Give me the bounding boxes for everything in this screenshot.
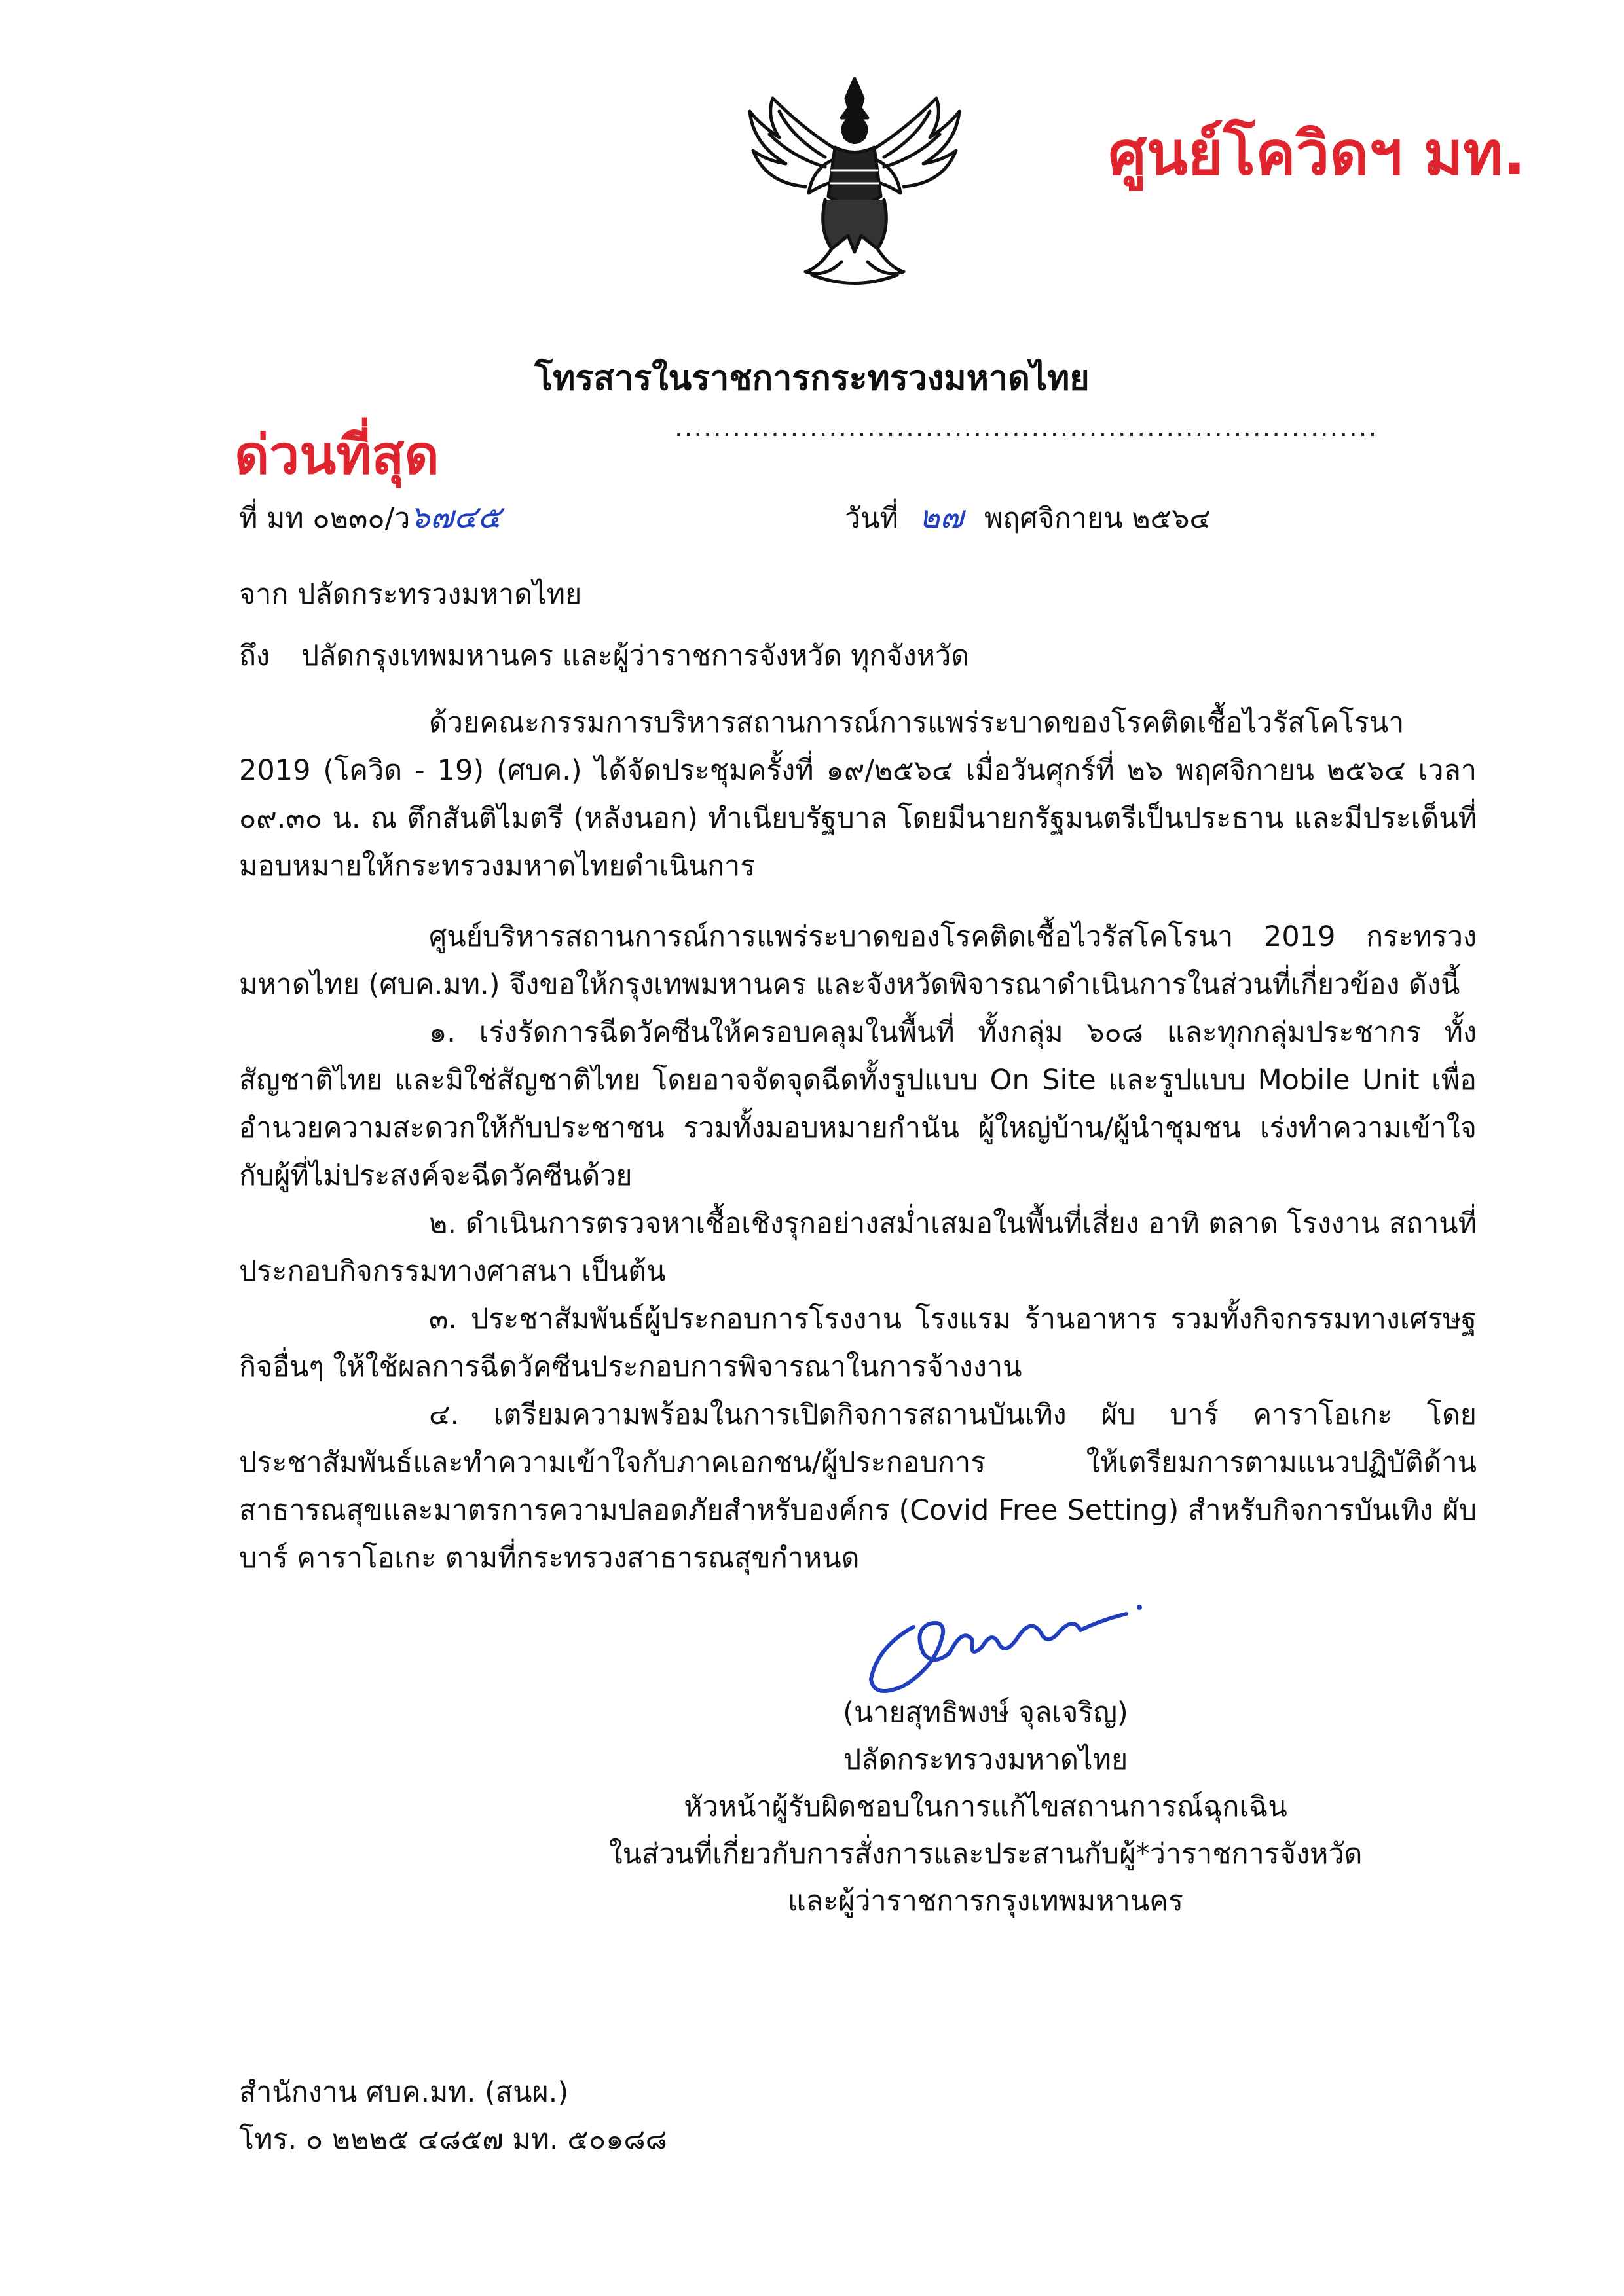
instruction-item-1: ๑. เร่งรัดการฉีดวัคซีนให้ครอบคลุมในพื้นที่ ทั้งกลุ่ม ๖๐๘ และทุกกลุ่มประชากร ทั้งสัญชาติไทย และมิใช่สัญชาติไทย โดยอาจจัดจุดฉีดทั้งรูปแบบ On Site และรูปแบบ Mobile Unit เพื่ออำนวยความสะดวกให้กับประชาชน รวมทั้งมอบหมายกำนัน ผู้ใหญ่บ้าน/ผู้นำชุมชน เร่งทำความเข้าใจกับผู้ที่ไม่ประสงค์จะฉีดวัคซีนด้วย [239, 1016, 1477, 1192]
date-day-handwritten: ๒๗ [919, 499, 964, 536]
reference-label: ที่ มท ๐๒๓๐/ว [239, 502, 411, 535]
footer [239, 2069, 667, 2163]
signer-position-1: ปลัดกระทรวงมหาดไทย [843, 1743, 1128, 1776]
title-dotted-line: ......................................................................... [674, 412, 1378, 443]
reference-line [239, 498, 501, 538]
signer-position-3: ในส่วนที่เกี่ยวกับการสั่งการและประสานกับผู้*ว่าราชการจังหวัด [608, 1838, 1363, 1870]
signer-name: (นายสุทธิพงษ์ จุลเจริญ) [843, 1696, 1128, 1729]
instruction-item-3: ๓. ประชาสัมพันธ์ผู้ประกอบการโรงงาน โรงแรม ร้านอาหาร รวมทั้งกิจกรรมทางเศรษฐกิจอื่นๆ ให้ใช้ผลการฉีดวัคซีนประกอบการพิจารณาในการจ้างงาน [239, 1303, 1477, 1383]
signer-position-2: หัวหน้าผู้รับผิดชอบในการแก้ไขสถานการณ์ฉุกเฉิน [684, 1791, 1287, 1823]
date-line [845, 498, 1211, 538]
to-label: ถึง [239, 640, 270, 672]
garuda-emblem-icon [733, 72, 976, 295]
reference-number-handwritten: ๖๗๔๕ [410, 499, 502, 536]
to-line [239, 636, 969, 676]
meeting-paragraph: ด้วยคณะกรรมการบริหารสถานการณ์การแพร่ระบาดของโรคติดเชื้อไวรัสโคโรนา 2019 (โควิด - 19) (ศบค.) ได้จัดประชุมครั้งที่ ๑๙/๒๕๖๔ เมื่อวันศุกร์ที่ ๒๖ พฤศจิกายน ๒๕๖๔ เวลา ๐๙.๓๐ น. ณ ตึกสันติไมตรี (หลังนอก) ทำเนียบรัฐบาล โดยมีนายกรัฐมนตรีเป็นประธาน และมีประเด็นที่มอบหมายให้กระทรวงมหาดไทยดำเนินการ [239, 706, 1477, 883]
to-recipients: ปลัดกรุงเทพมหานคร และผู้ว่าราชการจังหวัด ทุกจังหวัด [301, 640, 970, 672]
instruction-item-2: ๒. ดำเนินการตรวจหาเชื้อเชิงรุกอย่างสม่ำเสมอในพื้นที่เสี่ยง อาทิ ตลาด โรงงาน สถานที่ประกอบกิจกรรมทางศาสนา เป็นต้น [239, 1207, 1477, 1288]
signature-block [544, 1689, 1428, 1925]
date-month-year: พฤศจิกายน ๒๕๖๔ [984, 502, 1211, 535]
handwritten-signature [851, 1568, 1153, 1705]
footer-office: สำนักงาน ศบค.มท. (สนผ.) [239, 2076, 569, 2109]
footer-phone: โทร. ๐ ๒๒๒๕ ๔๘๕๗ มท. ๕๐๑๘๘ [239, 2123, 667, 2156]
request-paragraph: ศูนย์บริหารสถานการณ์การแพร่ระบาดของโรคติดเชื้อไวรัสโคโรนา 2019 กระทรวงมหาดไทย (ศบค.มท.) จึงขอให้กรุงเทพมหานคร และจังหวัดพิจารณาดำเนินการในส่วนที่เกี่ยวข้อง ดังนี้ [239, 920, 1477, 1001]
instruction-item-4: ๔. เตรียมความพร้อมในการเปิดกิจการสถานบันเทิง ผับ บาร์ คาราโอเกะ โดยประชาสัมพันธ์และทำความเข้าใจกับภาคเอกชน/ผู้ประกอบการ ให้เตรียมการตามแนวปฏิบัติด้านสาธารณสุขและมาตรการความปลอดภัยสำหรับองค์กร (Covid Free Setting) สำหรับกิจการบันเทิง ผับ บาร์ คาราโอเกะ ตามที่กระทรวงสาธารณสุขกำหนด [239, 1398, 1477, 1575]
from-line: จาก ปลัดกระทรวงมหาดไทย [239, 578, 582, 611]
date-label: วันที่ [845, 502, 898, 535]
urgency-stamp: ด่วนที่สุด [234, 424, 439, 486]
signer-position-4: และผู้ว่าราชการกรุงเทพมหานคร [788, 1885, 1183, 1918]
department-stamp: ศูนย์โควิดฯ มท. [1108, 118, 1526, 189]
body-paragraph-1 [239, 699, 1477, 890]
document-type-title: โทรสารในราชการกระทรวงมหาดไทย [534, 359, 1090, 398]
body-instructions [239, 913, 1477, 1582]
